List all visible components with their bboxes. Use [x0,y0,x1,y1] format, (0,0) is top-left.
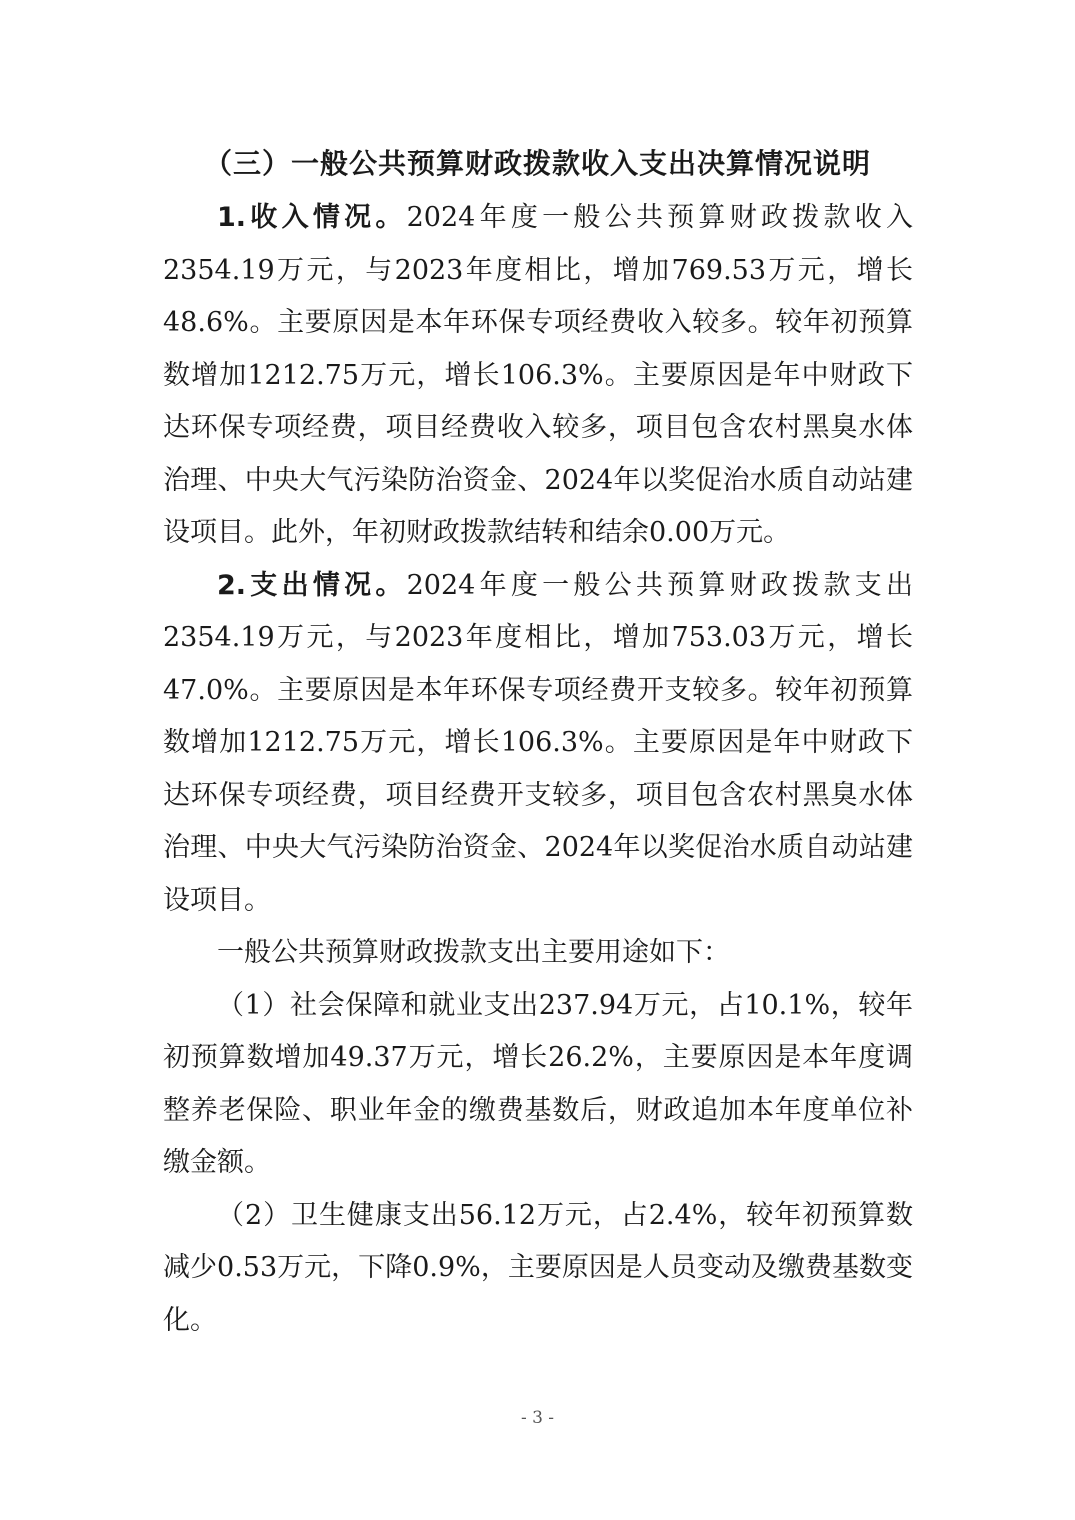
paragraph-expenditure [163,560,913,928]
paragraph-lead: 2.支出情况。 [217,569,407,601]
body-text [163,192,913,1347]
paragraph-text: 2024年度一般公共预算财政拨款收入2354.19万元，与2023年度相比，增加769.53万元，增长48.6%。主要原因是本年环保专项经费收入较多。较年初预算数增加1212.75万元，增长106.3%。主要原因是年中财政下达环保专项经费，项目经费收入较多，项目包含农村黑臭水体治理、中央大气污染防治资金、2024年以奖促治水质自动站建设项目。此外，年初财政拨款结转和结余0.00万元。 [163,202,914,548]
paragraph-social-security [163,980,913,1190]
paragraph-text: （2）卫生健康支出56.12万元，占2.4%，较年初预算数减少0.53万元，下降0.9%，主要原因是人员变动及缴费基数变化。 [163,1199,913,1336]
paragraph-text: 2024年度一般公共预算财政拨款支出2354.19万元，与2023年度相比，增加753.03万元，增长47.0%。主要原因是本年环保专项经费开支较多。较年初预算数增加1212.75万元，增长106.3%。主要原因是年中财政下达环保专项经费，项目经费开支较多，项目包含农村黑臭水体治理、中央大气污染防治资金、2024年以奖促治水质自动站建设项目。 [163,569,914,916]
paragraph-health [163,1190,913,1348]
paragraph-text: 一般公共预算财政拨款支出主要用途如下： [217,937,730,968]
page-number: - 3 - [520,1408,555,1428]
paragraph-lead: 1.收入情况。 [217,202,407,233]
paragraph-text: （1）社会保障和就业支出237.94万元，占10.1%，较年初预算数增加49.37万元，增长26.2%，主要原因是本年度调整养老保险、职业年金的缴费基数后，财政追加本年度单位补缴金额。 [163,989,913,1178]
section-title: （三）一般公共预算财政拨款收入支出决算情况说明 [203,147,871,180]
paragraph-usage-intro [163,927,913,980]
paragraph-income [163,192,913,560]
